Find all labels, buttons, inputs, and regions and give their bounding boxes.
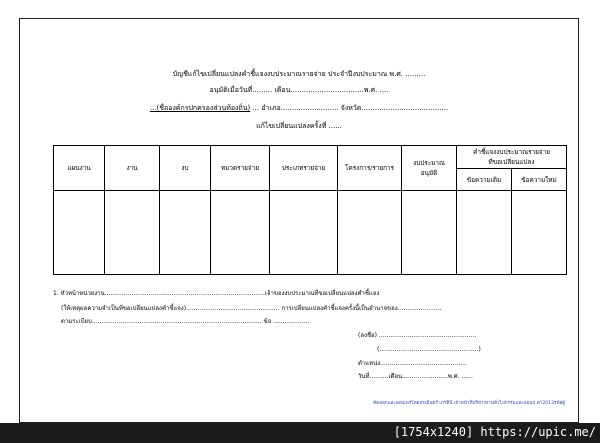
org-district-line bbox=[20, 104, 578, 113]
table-cell bbox=[54, 191, 105, 275]
table-cell bbox=[105, 191, 160, 275]
table-cell bbox=[402, 191, 457, 275]
col-old-text: ข้อความเดิม bbox=[457, 169, 512, 191]
footnote-line-2: (ให้เหตุผลความจำเป็นที่ขอเปลี่ยนแปลงคำชี้แจง)................................................. การเปลี่ยนแปลงคำชี้แจงครั้งนี้เป็นอำนาจของ....................... bbox=[61, 305, 442, 312]
document-page bbox=[19, 18, 579, 423]
col-expense-category: หมวดรายจ่าย bbox=[211, 146, 270, 191]
explanation-line1: คำชี้แจงงบประมาณรายจ่าย bbox=[473, 148, 550, 156]
footnote-line-3: ตามระเบียบ......................................................................................... ข้อ ................... bbox=[61, 318, 310, 325]
document-title: บัญชีแก้ไขเปลี่ยนแปลงคำชี้แจงงบประมาณรายจ่าย ประจำปีงบประมาณ พ.ศ. ......... bbox=[172, 70, 426, 78]
watermark-text: [1754x1240] https://upic.me/ bbox=[393, 425, 596, 439]
signature-position: ตำแหน่ง............................................. bbox=[358, 360, 466, 367]
col-new-text: ข้อความใหม่ bbox=[512, 169, 567, 191]
signature-date: วันที่..........เดือน........................พ.ศ. ...... bbox=[358, 373, 473, 380]
org-name-field: ...(ชื่อองค์กรปกครองส่วนท้องถิ่น) bbox=[149, 104, 251, 112]
col-project: โครงการ/รายการ bbox=[338, 146, 402, 191]
district-province-field: ... อำเภอ.......................... จังหวัด....................................... bbox=[252, 104, 449, 112]
table-cell bbox=[211, 191, 270, 275]
revision-table bbox=[53, 145, 567, 275]
table-cell bbox=[270, 191, 338, 275]
table-cell bbox=[512, 191, 567, 275]
footer-credit: คัดลอกและเผยแพร่โดยปรเมินตร์ เกรทินี เจ้าหน้าที่บริหารงานทั่วไปกรรมและแผนกุ.ดา2013รหัสผู้ bbox=[373, 401, 565, 406]
watermark-bar bbox=[0, 423, 600, 443]
table-cell bbox=[338, 191, 402, 275]
col-plan: แผนงาน bbox=[54, 146, 105, 191]
table-cell bbox=[457, 191, 512, 275]
revision-number: แก้ไขเปลี่ยนแปลงครั้งที่ ...... bbox=[256, 122, 342, 130]
table-row bbox=[54, 191, 567, 275]
approved-budget-line2: อนุมัติ bbox=[420, 169, 438, 177]
col-explanation-group bbox=[457, 146, 567, 169]
footnote-line-1: 1. หัวหน้าหน่วยงาน....................................................................................เจ้าของงบประมาณที่ขอเปลี่ยนแปลงคำชี้แจง bbox=[53, 290, 380, 297]
col-expense-type: ประเภทรายจ่าย bbox=[270, 146, 338, 191]
approval-date-line: อนุมัติเมื่อวันที่......... เดือน.................................พ.ศ. .... bbox=[209, 86, 389, 94]
signature-name: (....................................................) bbox=[377, 346, 481, 353]
col-approved-budget bbox=[402, 146, 457, 191]
explanation-line2: ที่ขอเปลี่ยนแปลง bbox=[488, 158, 535, 166]
table-cell bbox=[160, 191, 211, 275]
col-budget: งบ bbox=[160, 146, 211, 191]
approved-budget-line1: งบประมาณ bbox=[413, 159, 445, 167]
col-work: งาน bbox=[105, 146, 160, 191]
signature-sign: (ลงชื่อ) ................................................... bbox=[358, 332, 477, 339]
